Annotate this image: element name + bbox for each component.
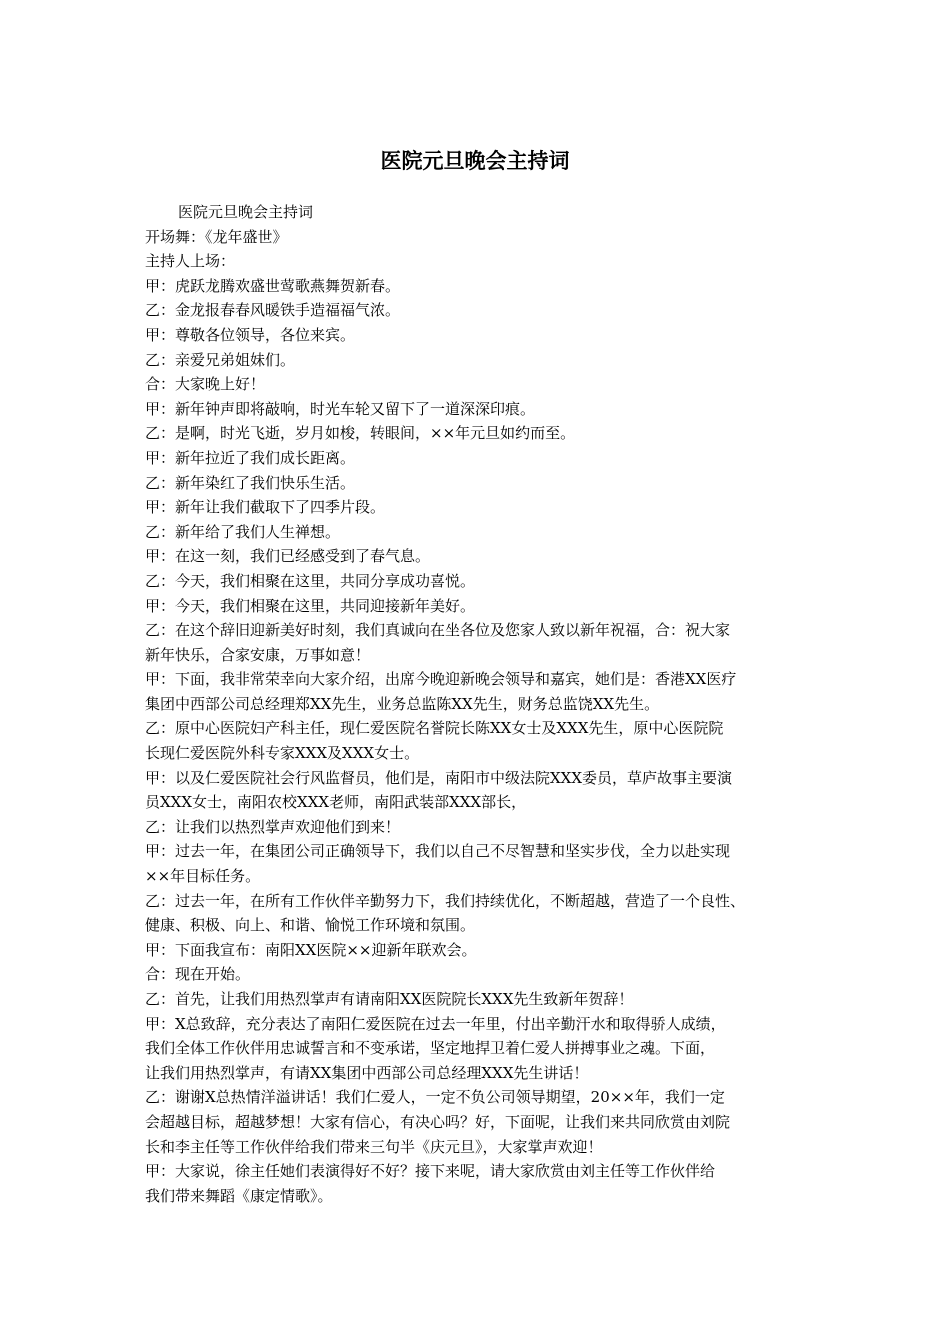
script-line: 乙：新年给了我们人生禅想。 [145,522,341,541]
script-line: 甲：新年钟声即将敲响，时光车轮又留下了一道深深印痕。 [145,399,536,418]
script-line: ××年目标任务。 [145,867,261,886]
script-line: 集团中西部公司总经理郑XX先生，业务总监陈XX先生，财务总监饶XX先生。 [145,694,660,713]
script-line: 乙：亲爱兄弟姐妹们。 [145,350,296,369]
document-body [145,200,810,1208]
script-line: 我们带来舞蹈《康定情歌》。 [145,1186,333,1205]
script-line: 乙：过去一年，在所有工作伙伴辛勤努力下，我们持续优化，不断超越，营造了一个良性、 [145,891,746,910]
script-line: 甲：新年让我们截取下了四季片段。 [145,498,386,517]
script-line: 乙：金龙报春春风暖铁手造福福气浓。 [145,301,401,320]
script-line: 甲：以及仁爱医院社会行风监督员，他们是，南阳市中级法院XXX委员，草庐故事主要演 [145,768,733,787]
script-line: 合：现在开始。 [145,965,251,984]
script-line: 乙：谢谢X总热情洋溢讲话！我们仁爱人，一定不负公司领导期望，20××年，我们一定 [145,1088,725,1107]
script-line: 甲：下面，我非常荣幸向大家介绍，出席今晚迎新晚会领导和嘉宾，她们是：香港XX医疗 [145,670,737,689]
document-title: 医院元旦晚会主持词 [380,148,570,173]
script-line: 会超越目标，超越梦想！大家有信心，有决心吗？好，下面呢，让我们来共同欣赏由刘院 [145,1112,731,1131]
script-line: 甲：过去一年，在集团公司正确领导下，我们以自己不尽智慧和坚实步伐，全力以赴实现 [145,842,731,861]
script-line: 主持人上场： [145,252,236,271]
script-line: 我们全体工作伙伴用忠诚誓言和不变承诺，坚定地捍卫着仁爱人拼搏事业之魂。下面， [145,1039,716,1058]
script-line: 甲：尊敬各位领导，各位来宾。 [145,325,356,344]
script-line: 甲：今天，我们相聚在这里，共同迎接新年美好。 [145,596,476,615]
script-line: 乙：是啊，时光飞逝，岁月如梭，转眼间，××年元旦如约而至。 [145,424,576,443]
script-line: 甲：下面我宣布：南阳XX医院××迎新年联欢会。 [145,940,477,959]
script-line: 乙：在这个辞旧迎新美好时刻，我们真诚向在坐各位及您家人致以新年祝福，合：祝大家 [145,621,731,640]
script-line: 乙：让我们以热烈掌声欢迎他们到来！ [145,817,401,836]
script-line: 甲：大家说，徐主任她们表演得好不好？接下来呢，请大家欣赏由刘主任等工作伙伴给 [145,1162,716,1181]
script-line: 甲：新年拉近了我们成长距离。 [145,448,356,467]
script-line: 合：大家晚上好！ [145,375,266,394]
script-line: 员XXX女士，南阳农校XXX老师，南阳武装部XXX部长， [145,793,527,812]
document-subtitle: 医院元旦晚会主持词 [178,203,314,221]
script-line: 乙：今天，我们相聚在这里，共同分享成功喜悦。 [145,571,476,590]
script-line: 乙：新年染红了我们快乐生活。 [145,473,356,492]
script-line: 甲：在这一刻，我们已经感受到了春气息。 [145,547,431,566]
script-line: 长现仁爱医院外科专家XXX及XXX女士。 [145,744,420,763]
script-line: 甲：虎跃龙腾欢盛世莺歌燕舞贺新春。 [145,276,401,295]
script-line: 甲：X总致辞，充分表达了南阳仁爱医院在过去一年里，付出辛勤汗水和取得骄人成绩， [145,1014,726,1033]
script-line: 新年快乐，合家安康，万事如意！ [145,645,371,664]
script-line: 开场舞：《龙年盛世》 [145,227,288,246]
script-line: 让我们用热烈掌声，有请XX集团中西部公司总经理XXX先生讲话！ [145,1063,589,1082]
script-line: 健康、积极、向上、和谐、愉悦工作环境和氛围。 [145,916,476,935]
script-line: 乙：原中心医院妇产科主任，现仁爱医院名誉院长陈XX女士及XXX先生，原中心医院院 [145,719,724,738]
script-lines [145,225,810,1209]
script-line: 长和李主任等工作伙伴给我们带来三句半《庆元旦》，大家掌声欢迎！ [145,1137,603,1156]
script-line: 乙：首先，让我们用热烈掌声有请南阳XX医院院长XXX先生致新年贺辞！ [145,990,634,1008]
